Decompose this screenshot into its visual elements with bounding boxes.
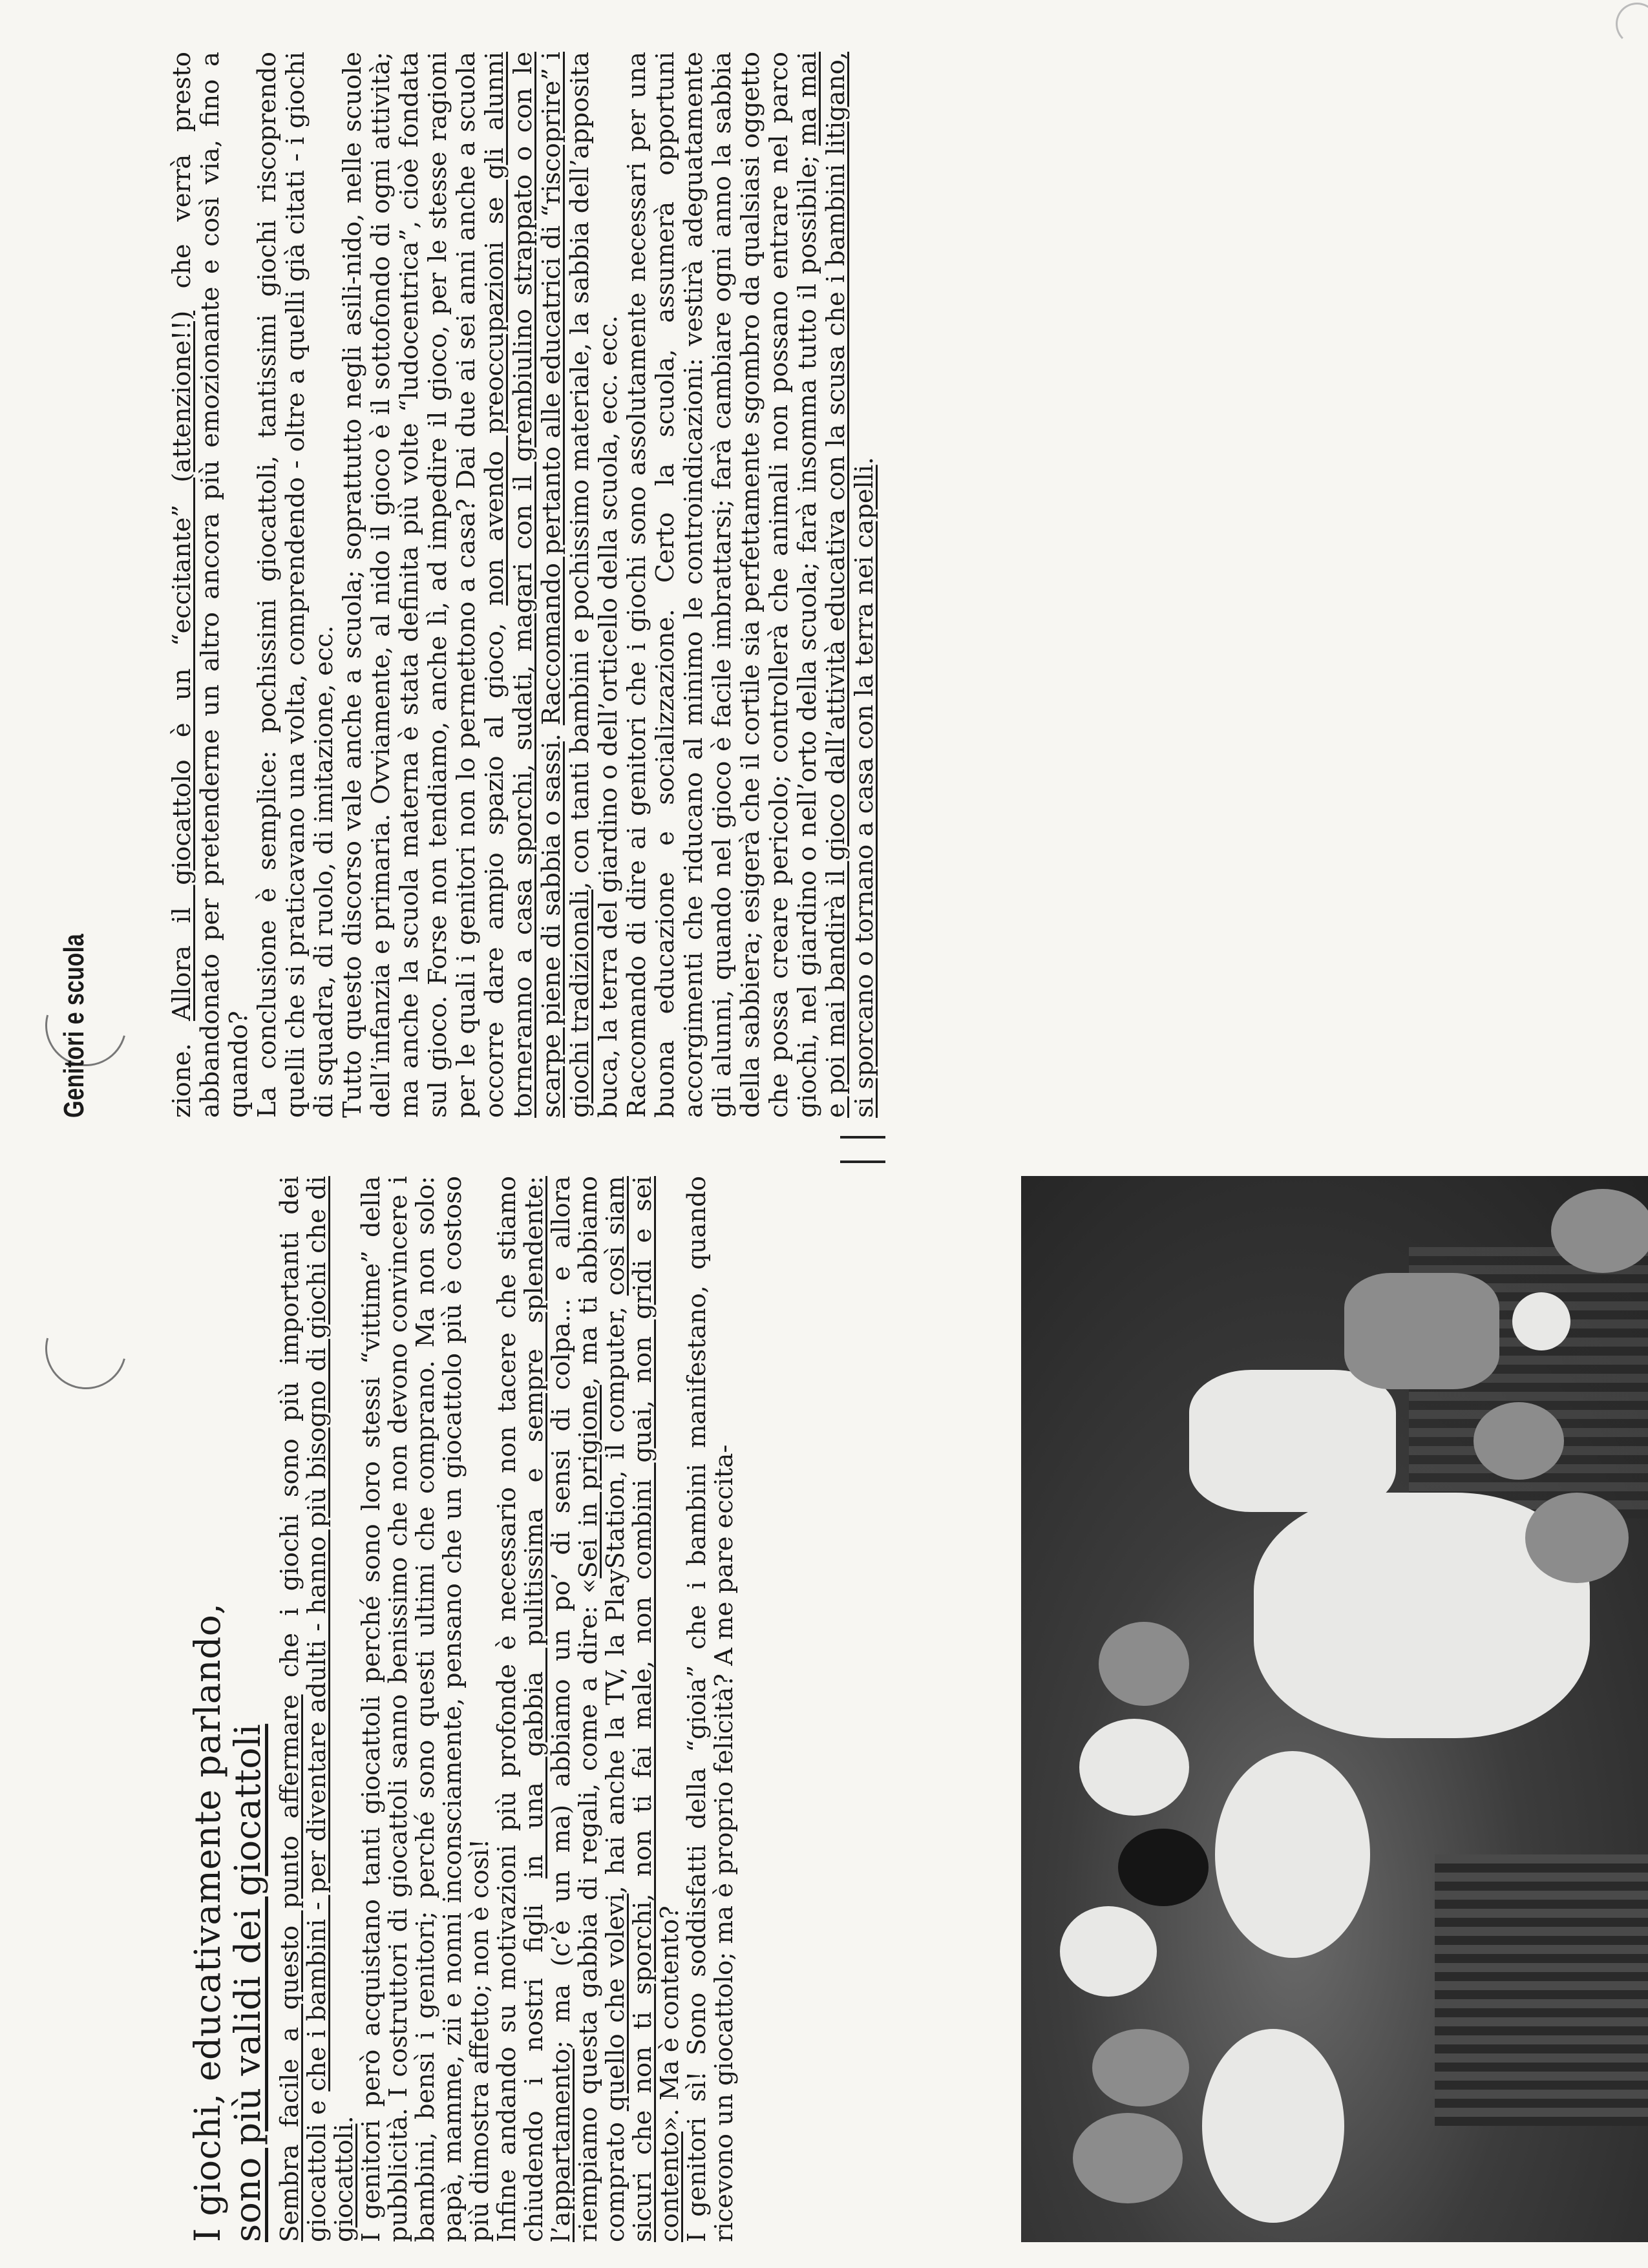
- text-run: ». Ma è contento?: [655, 1906, 684, 2132]
- text-run: Raccomando di dire ai genitori che i giochi sono assolutamente necessari per una buona educazione e socializzazione. Certo la scuola, assumerà opportuni accorgimenti che riducano al minimo le controindicazioni: vestirà adeguatamente gli alunni, quando nel gioco è facile imbrattarsi; farà cambiare ogni anno la sabbia della sabbiera; esigerà che il cortile sia perfettamente sgombro da qualsiasi oggetto che possa creare pericolo; controllerà che animali non possano entrare nel parco giochi, nel giardino o nell’orto della scuola; farà insomma tutto il possibile;: [622, 52, 822, 1118]
- underlined-text: in una gabbia pulitissima e sempre splendente: l’appartamento: [520, 1175, 576, 2242]
- underlined-text: quello che volevi: [601, 1893, 630, 2112]
- scan-edge-mark: [1616, 3, 1648, 45]
- text-run: I genitori sì! Sono soddisfatti della “gioia” che i bambini manifestano, quando ricevono un giocattolo; ma è proprio felicità? A me pare eccita-: [682, 1176, 739, 2242]
- text-run: I genitori però acquistano tanti giocattoli perché sono loro stessi “vittime” della pubblicità. I costruttori di giocattoli sanno benissimo che non devono convincere i bambini, bensì i genitori; perché sono questi ultimi che comprano. Ma non solo: papà, mamme, zii e nonni inconsciamente, pensano che un giocattolo più è costoso più dimostra affetto; non è così!: [357, 1176, 494, 2242]
- headline-line-1: I giochi, educativamente parlando,: [187, 1602, 228, 2242]
- underlined-text: non avendo preoccupazioni se gli alunni torneranno a casa sporchi, sudati, magari con il grembiulino strappato o con le scarpe piene di sabbia o sassi: [480, 52, 566, 1118]
- punch-hole-mark: [30, 1293, 142, 1404]
- paragraph: [623, 52, 879, 1118]
- text-run: che verrà presto abbandonato per pretenderne un altro ancora più emozionante e così via, fino a quando?: [167, 52, 253, 1118]
- underlined-text: così siam sicuri che non ti sporchi, non ti fai male, non combini guai, non gridi e sei contento: [601, 1176, 684, 2242]
- text-run: zione.: [167, 1021, 196, 1118]
- section-header: Genitori e scuola: [58, 933, 90, 1118]
- paragraph: [168, 52, 253, 1118]
- paragraph: [339, 52, 623, 1118]
- underlined-text: Raccomando pertanto alle educatrici di “riscoprire” i giochi tradizionali: [537, 52, 595, 1118]
- article-headline: [187, 1176, 268, 2242]
- text-run: .: [330, 2116, 359, 2124]
- paragraph: [358, 1176, 494, 2242]
- text-run: Tutto questo discorso vale anche a scuola; soprattutto negli asili-nido, nelle scuole dell’infanzia e primaria. Ovviamente, al nido il gioco è il sottofondo di ogni attività; ma anche la scuola materna è stata definita più volte “ludocentrica”, cioè fondata sul gioco. Forse non tendiamo, anche lì, ad impedire il gioco, per le stesse ragioni per le quali i genitori non lo permettono a casa? Dai due ai sei anni anche a scuola occorre dare ampio spazio al gioco,: [338, 52, 509, 1118]
- classroom-photo: [1021, 1176, 1648, 2242]
- underlined-text: Sembra facile a questo punto affermare: [275, 1694, 304, 2242]
- text-run: , ma ti abbiamo comprato: [574, 1175, 630, 2242]
- paragraph: [277, 1176, 358, 2242]
- text-run: .: [850, 457, 879, 465]
- text-run: , con tanti bambini e pochissimo materiale, la sabbia dell’apposita buca, la terra del giardino o dell’orticello della scuola, ecc. ecc.: [565, 52, 623, 1118]
- paragraph: [253, 52, 339, 1118]
- underlined-text: Allora il giocattolo è un “eccitante” (attenzione!!): [167, 310, 196, 1022]
- headline-line-2: sono più validi dei giocattoli: [227, 1723, 268, 2242]
- text-run: Infine andando su motivazioni più profonde è necessario non tacere che stiamo chiudendo i nostri figli: [492, 1176, 549, 2242]
- text-run: ; ma (c’è un ma) abbiamo un po’ di sensi di colpa... e allora riempiamo questa gabbia di regali, come a dire: «: [547, 1176, 603, 2242]
- underlined-text: ma mai e poi mai bandirà il gioco dall’attività educativa con la scusa che i bambini litigano, si sporcano o tornano a casa con la terra nei capelli: [793, 52, 879, 1118]
- underlined-text: Sei in prigione: [574, 1385, 603, 1579]
- margin-annotation-mark: [840, 1136, 885, 1163]
- paragraph: [494, 1176, 684, 2242]
- right-article: [58, 52, 879, 1118]
- text-run: , hai anche la TV, la PlayStation, il computer,: [601, 1296, 630, 1894]
- text-run: .: [537, 725, 566, 742]
- underlined-text: che i bambini - per diventare adulti - hanno più bisogno di giochi che di giocattoli: [302, 1176, 359, 2242]
- text-run: La conclusione è semplice: pochissimi giocattoli, tantissimi giochi riscoprendo quelli che si praticavano una volta, comprendendo - oltre a quelli già citati - i giochi di squadra, di ruolo, di imitazione, ecc.: [253, 52, 339, 1118]
- paragraph: [684, 1176, 738, 2242]
- left-article-body: [277, 1176, 738, 2242]
- left-article: [187, 1176, 1609, 2242]
- right-article-body: [168, 52, 879, 1118]
- text-run: che i giochi sono più importanti dei giocattoli e: [275, 1176, 332, 2242]
